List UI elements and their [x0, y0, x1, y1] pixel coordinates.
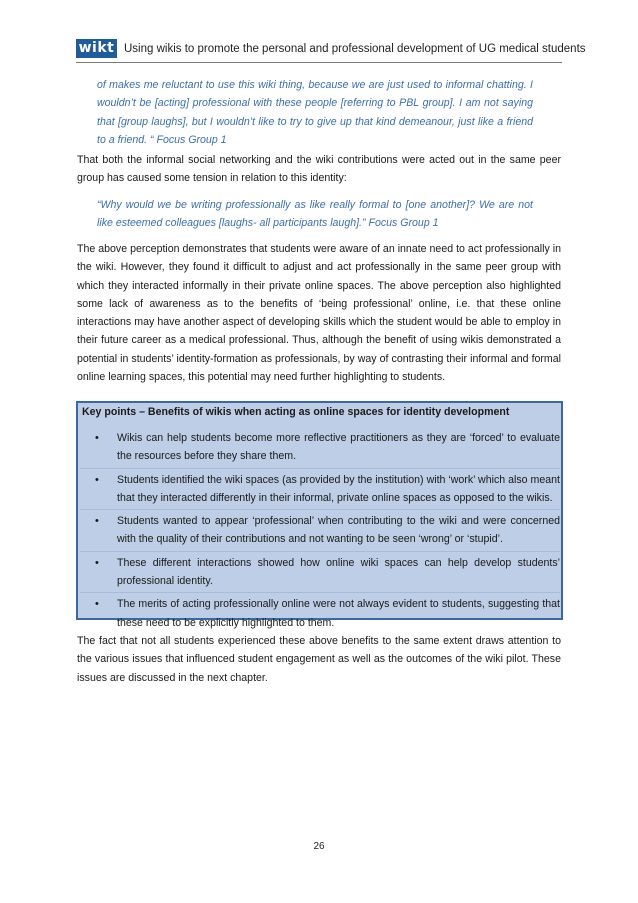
body-paragraph-3: The fact that not all students experienced these above benefits to the same extent draws attention to the various issues that influenced student engagement as well as the outcomes of the wiki pilot. These issues are discussed in the next chapter. — [77, 635, 561, 684]
bullet-icon: • — [95, 515, 99, 528]
key-point-text: These different interactions showed how online wiki spaces can help develop students’ professional identity. — [117, 556, 560, 588]
key-point-item — [80, 468, 560, 510]
focus-group-quote-2: “Why would we be writing professionally as like really formal to [one another]? We are not like esteemed colleagues [laughs- all participants laugh].” Focus Group 1 — [97, 199, 533, 230]
page-number: 26 — [313, 841, 325, 852]
key-point-item — [80, 427, 560, 468]
body-paragraph-2: The above perception demonstrates that students were aware of an innate need to act professionally in the wiki. However, they found it difficult to adjust and act professionally in the same peer group with which they interacted informally in their private online spaces. The above perception also highlighted some lack of awareness as to the benefits of ‘being professional’ online, i.e. that these online interactions may have another aspect of developing skills which the student would be able to employ in their future career as a medical professional. Thus, although the benefit of using wikis demonstrated a potential in students’ identity-formation as professionals, by way of contrasting their informal and formal online learning spaces, this potential may need further highlighting to students. — [77, 243, 561, 384]
key-points-box — [76, 401, 563, 629]
bullet-icon: • — [95, 473, 99, 486]
key-point-item — [80, 592, 560, 634]
bullet-icon: • — [95, 556, 99, 569]
page-header — [76, 38, 586, 63]
key-points-title: Key points – Benefits of wikis when acting as online spaces for identity development — [82, 406, 510, 418]
key-points-list — [80, 427, 560, 634]
header-title: Using wikis to promote the personal and professional development of UG medical students — [124, 43, 586, 55]
bullet-icon: • — [95, 598, 99, 611]
key-point-item — [80, 551, 560, 593]
key-point-text: Students identified the wiki spaces (as provided by the institution) with ‘work’ which also meant that they interacted differently in their informal, private online spaces as opposed to the wikis. — [117, 473, 560, 504]
key-point-item — [80, 509, 560, 551]
key-point-text: The merits of acting professionally online were not always evident to students, suggesting that these need to be explicitly highlighted to them. — [117, 598, 560, 629]
wikt-logo: wikt — [76, 39, 117, 58]
bullet-icon: • — [95, 432, 99, 444]
focus-group-quote-1: of makes me reluctant to use this wiki thing, because we are just used to informal chatting. I wouldn’t be [acting] professional with these people [referring to PBL group]. I am not saying that [group laughs], but I wouldn’t like to try to give up that kind demeanour, just like a friend to a friend. “ Focus Group 1 — [97, 79, 533, 146]
body-paragraph-1: That both the informal social networking and the wiki contributions were acted out in the same peer group has caused some tension in relation to this identity: — [77, 154, 561, 185]
key-point-text: Students wanted to appear ‘professional’ when contributing to the wiki and were concerned with the quality of their contributions and not wanting to be seen ‘wrong’ or ‘stupid’. — [117, 515, 560, 546]
key-point-text: Wikis can help students become more reflective practitioners as they are ‘forced’ to evaluate the resources before they share them. — [117, 432, 560, 463]
